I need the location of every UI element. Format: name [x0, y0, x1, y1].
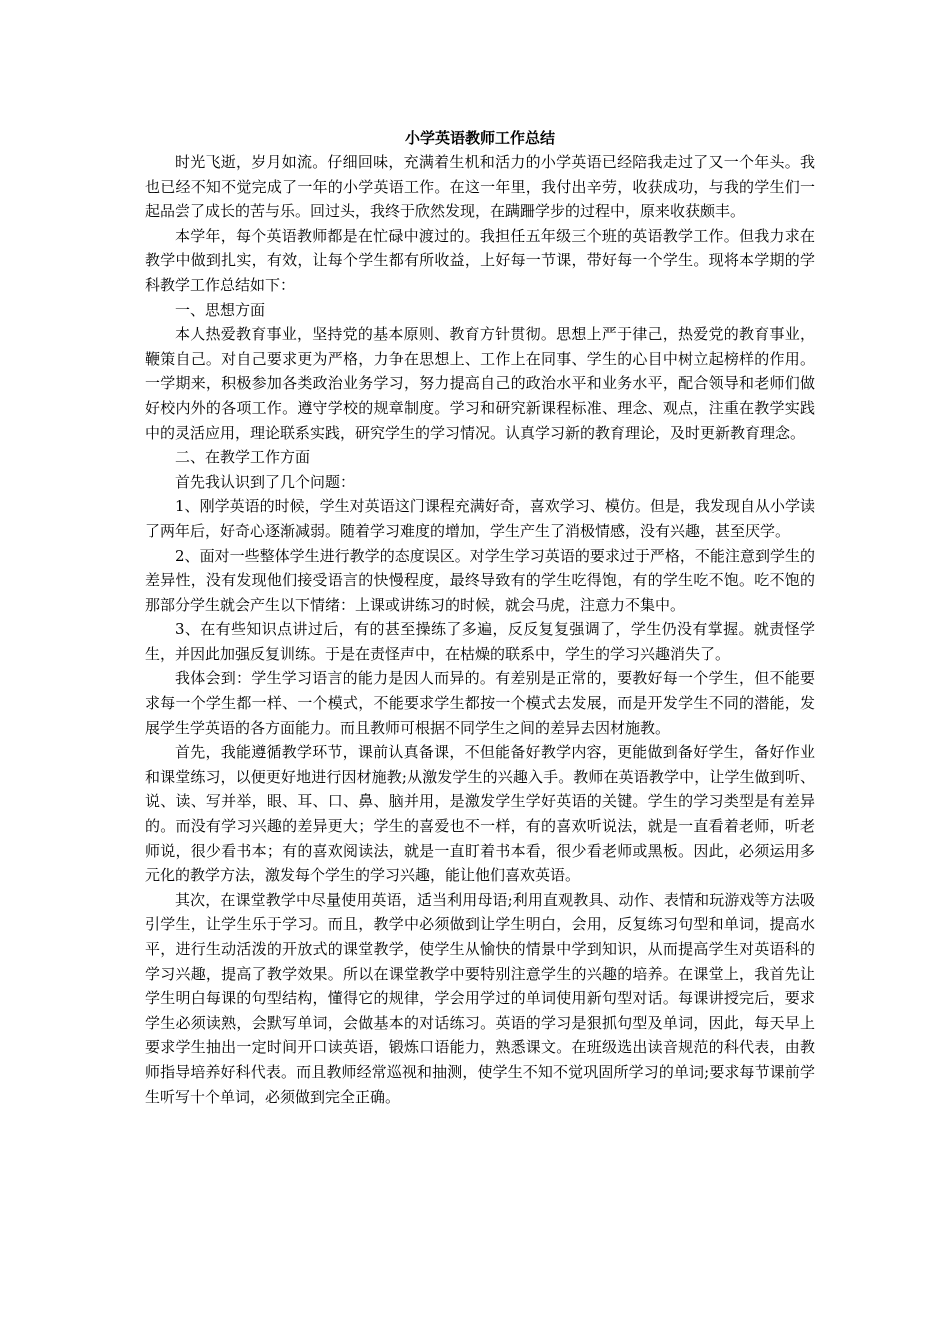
- paragraph-problem-3: 3、在有些知识点讲过后，有的甚至操练了多遍，反反复复强调了，学生仍没有掌握。就责怪学生，并因此加强反复训练。于是在责怪声中，在枯燥的联系中，学生的学习兴趣消失了。: [145, 620, 815, 663]
- paragraph-overview: 本学年，每个英语教师都是在忙碌中渡过的。我担任五年级三个班的英语教学工作。但我力求在教学中做到扎实，有效，让每个学生都有所收益，上好每一节课，带好每一个学生。现将本学期的学科教学工作总结如下：: [145, 226, 815, 294]
- paragraph-second: 其次，在课堂教学中尽量使用英语，适当利用母语;利用直观教具、动作、表情和玩游戏等方法吸引学生，让学生乐于学习。而且，教学中必须做到让学生明白，会用，反复练习句型和单词，提高水平，进行生动活泼的开放式的课堂教学，使学生从愉快的情景中学到知识，从而提高学生对英语科的学习兴趣，提高了教学效果。所以在课堂教学中要特别注意学生的兴趣的培养。在课堂上，我首先让学生明白每课的句型结构，懂得它的规律，学会用学过的单词使用新句型对话。每课讲授完后，要求学生必须读熟，会默写单词，会做基本的对话练习。英语的学习是狠抓句型及单词，因此，每天早上要求学生抽出一定时间开口读英语，锻炼口语能力，熟悉课文。在班级选出读音规范的科代表，由教师指导培养好科代表。而且教师经常巡视和抽测，使学生不知不觉巩固所学习的单词;要求每节课前学生听写十个单词，必须做到完全正确。: [145, 890, 815, 1106]
- paragraph-intro: 时光飞逝，岁月如流。仔细回味，充满着生机和活力的小学英语已经陪我走过了又一个年头。我也已经不知不觉完成了一年的小学英语工作。在这一年里，我付出辛劳，收获成功，与我的学生们一起品尝了成长的苦与乐。回过头，我终于欣然发现，在蹒跚学步的过程中，原来收获颇丰。: [145, 153, 815, 221]
- paragraph-problem-1: 1、刚学英语的时候，学生对英语这门课程充满好奇，喜欢学习、模仿。但是，我发现自从小学读了两年后，好奇心逐渐减弱。随着学习难度的增加，学生产生了消极情感，没有兴趣，甚至厌学。: [145, 497, 815, 540]
- paragraph-first: 首先，我能遵循教学环节，课前认真备课，不但能备好教学内容，更能做到备好学生，备好作业和课堂练习，以便更好地进行因材施教;从激发学生的兴趣入手。教师在英语教学中，让学生做到听、说、读、写并举，眼、耳、口、鼻、脑并用，是激发学生学好英语的关键。学生的学习类型是有差异的。而没有学习兴趣的差异更大；学生的喜爱也不一样，有的喜欢听说法，就是一直看着老师，听老师说，很少看书本；有的喜欢阅读法，就是一直盯着书本看，很少看老师或黑板。因此，必须运用多元化的教学方法，激发每个学生的学习兴趣，能让他们喜欢英语。: [145, 743, 815, 885]
- document-title: 小学英语教师工作总结: [404, 129, 555, 147]
- paragraph-problems-intro: 首先我认识到了几个问题：: [175, 472, 356, 491]
- paragraph-ideology: 本人热爱教育事业，坚持党的基本原则、教育方针贯彻。思想上严于律己，热爱党的教育事业，鞭策自己。对自己要求更为严格，力争在思想上、工作上在同事、学生的心目中树立起榜样的作用。一学期来，积极参加各类政治业务学习，努力提高自己的政治水平和业务水平，配合领导和老师们做好校内外的各项工作。遵守学校的规章制度。学习和研究新课程标准、理念、观点，注重在教学实践中的灵活应用，理论联系实践，研究学生的学习情况。认真学习新的教育理论，及时更新教育理念。: [145, 325, 815, 442]
- paragraph-reflection: 我体会到：学生学习语言的能力是因人而异的。有差别是正常的，要教好每一个学生，但不能要求每一个学生都一样、一个模式，不能要求学生都按一个模式去发展，而是开发学生不同的潜能，发展学生学英语的各方面能力。而且教师可根据不同学生之间的差异去因材施教。: [145, 669, 815, 737]
- section-heading-teaching: 二、在教学工作方面: [175, 448, 311, 467]
- paragraph-problem-2: 2、面对一些整体学生进行教学的态度误区。对学生学习英语的要求过于严格，不能注意到学生的差异性，没有发现他们接受语言的快慢程度，最终导致有的学生吃得饱，有的学生吃不饱。吃不饱的那部分学生就会产生以下情绪：上课或讲练习的时候，就会马虎，注意力不集中。: [145, 546, 815, 614]
- section-heading-ideology: 一、思想方面: [175, 300, 266, 319]
- document-page: [145, 126, 815, 1109]
